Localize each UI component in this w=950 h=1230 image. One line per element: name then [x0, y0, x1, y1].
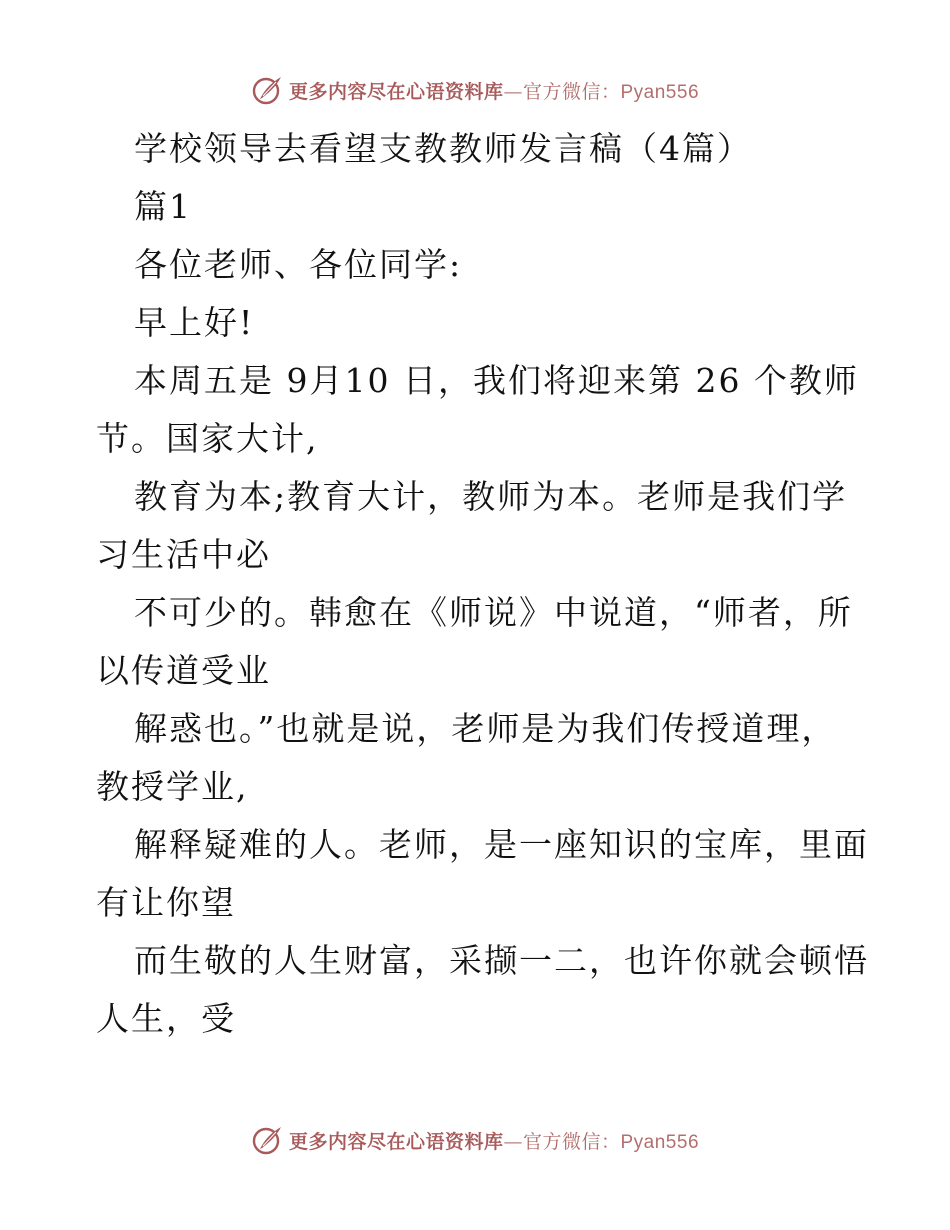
paragraph-line: 不可少的。韩愈在《师说》中说道，“师者，所: [134, 593, 853, 632]
paragraph-line: 人生，受: [96, 999, 236, 1038]
paragraph-line: 以传道受业: [96, 651, 271, 690]
paragraph-line: 解释疑难的人。老师，是一座知识的宝库，里面: [134, 825, 869, 864]
document-body: [96, 120, 869, 1048]
paragraph-line: 教授学业,: [96, 767, 249, 806]
banner-main-text: 更多内容尽在心语资料库: [288, 1130, 504, 1153]
banner-content: [251, 1123, 699, 1157]
banner-wechat-label: 官方微信：: [522, 80, 621, 103]
quill-pen-logo-icon: [251, 73, 285, 107]
banner-text: [289, 1127, 699, 1154]
header-banner: [0, 70, 950, 110]
banner-dash: —: [503, 1130, 523, 1153]
paragraph-line: 节。国家大计,: [96, 419, 319, 458]
banner-wechat-label: 官方微信：: [522, 1130, 621, 1153]
paragraph-line: 教育为本;教育大计，教师为本。老师是我们学: [134, 477, 848, 516]
banner-content: [251, 73, 699, 107]
banner-text: [289, 77, 699, 104]
paragraph-line: 解惑也。”也就是说，老师是为我们传授道理，: [134, 709, 837, 748]
banner-main-text: 更多内容尽在心语资料库: [288, 80, 504, 103]
quill-pen-logo-icon: [251, 1123, 285, 1157]
banner-wechat-id: Pyan556: [620, 81, 700, 103]
banner-dash: —: [503, 80, 523, 103]
paragraph-line: 习生活中必: [96, 535, 271, 574]
footer-banner: [0, 1120, 950, 1160]
paragraph-line: 而生敬的人生财富，采撷一二，也许你就会顿悟: [134, 941, 869, 980]
document-title: 学校领导去看望支教教师发言稿（4篇）: [134, 129, 752, 168]
greeting: 早上好!: [134, 303, 255, 342]
banner-wechat-id: Pyan556: [620, 1131, 700, 1153]
salutation: 各位老师、各位同学:: [134, 245, 463, 284]
section-heading: 篇1: [134, 187, 192, 226]
paragraph-line: 有让你望: [96, 883, 236, 922]
paragraph-line: 本周五是 9月10 日，我们将迎来第 26 个教师: [134, 361, 859, 400]
